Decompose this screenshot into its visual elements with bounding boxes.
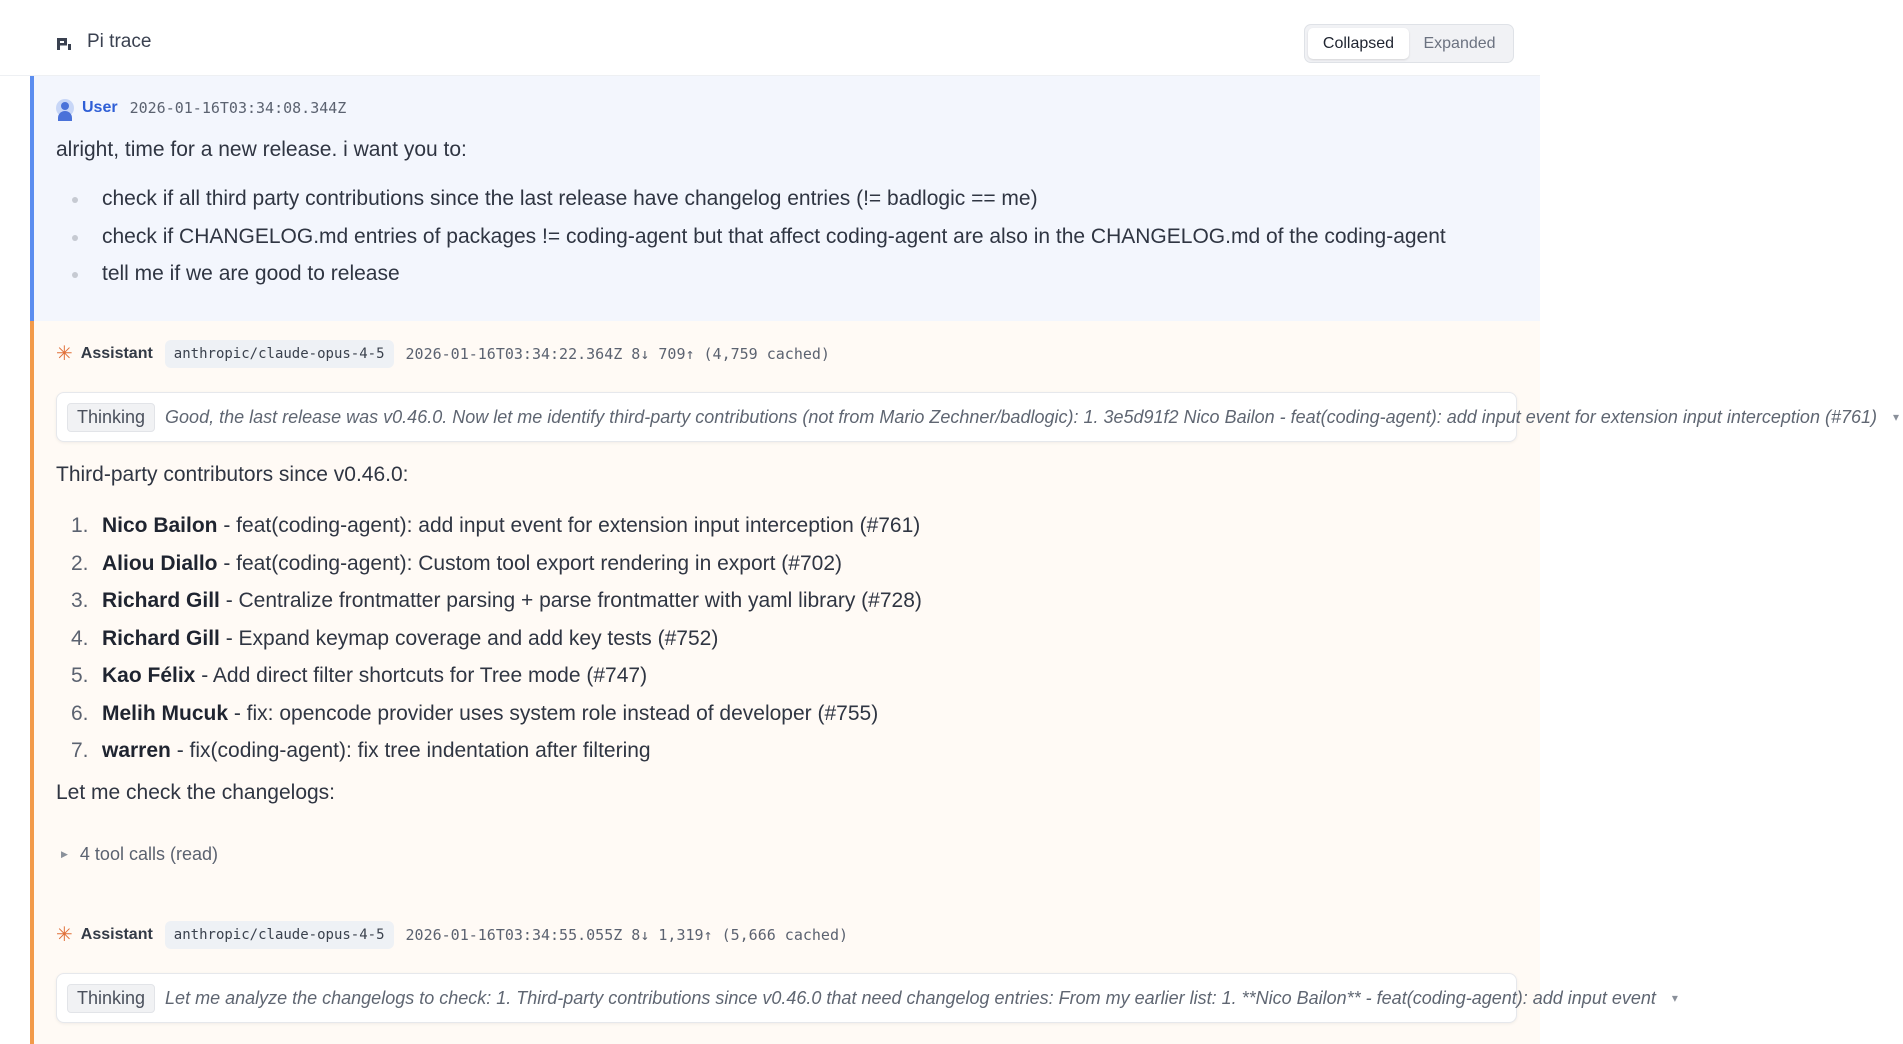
contribution-description: - feat(coding-agent): Custom tool export rendering in export (#702) [217,551,842,575]
timestamp: 2026-01-16T03:34:08.344Z [129,99,347,117]
model-badge: anthropic/claude-opus-4-5 [165,340,394,368]
tool-calls-label: 4 tool calls (read) [79,844,218,864]
message-stats: 2026-01-16T03:34:55.055Z 8↓ 1,319↑ (5,666 cached) [405,926,849,944]
top-bar [0,0,1540,76]
list-item [56,657,922,695]
list-item [56,507,922,545]
list-item: check if all third party contributions since the last release have changelog entries (!= badlogic == me) [56,180,1446,218]
thinking-badge: Thinking [67,403,155,432]
user-avatar-icon [56,99,74,117]
message-stats: 2026-01-16T03:34:22.364Z 8↓ 709↑ (4,759 cached) [405,345,830,363]
chevron-down-icon[interactable]: ▾ [1892,410,1899,424]
response-heading: Third-party contributors since v0.46.0: [56,463,409,486]
list-item [56,582,922,620]
contributor-list [56,507,922,770]
list-number: 5. [71,664,89,687]
list-number: 1. [71,514,89,537]
contributor-name: Aliou Diallo [102,551,218,575]
list-item: tell me if we are good to release [56,255,1446,293]
list-item: check if CHANGELOG.md entries of packages != coding-agent but that affect coding-agent are also in the CHANGELOG.md of the coding-agent [56,218,1446,256]
list-number: 7. [71,739,89,762]
list-number: 3. [71,589,89,612]
thinking-badge: Thinking [67,984,155,1013]
contribution-description: - feat(coding-agent): add input event for extension input interception (#761) [217,514,921,537]
list-number: 4. [71,626,89,650]
contributor-name: Richard Gill [102,589,220,612]
model-badge: anthropic/claude-opus-4-5 [165,921,394,949]
thinking-block[interactable] [56,392,1899,442]
list-item [56,620,922,658]
message-header [56,340,830,368]
contributor-name: Melih Mucuk [102,701,229,725]
contribution-description: - fix: opencode provider uses system role instead of developer (#755) [228,701,879,725]
list-number: 6. [71,701,89,725]
expanded-option[interactable]: Expanded [1423,34,1496,52]
list-item [56,695,922,733]
contribution-description: - fix(coding-agent): fix tree indentation after filtering [170,739,651,762]
contribution-description: - Expand keymap coverage and add key tests (#752) [219,626,719,650]
role-label: Assistant [80,345,153,362]
assistant-messages [30,321,1899,1044]
message-header [56,921,848,949]
thinking-preview: Good, the last release was v0.46.0. Now let me identify third-party contributions (not from Mario Zechner/badlogic): 1. 3e5d91f2 Nico Bailon - feat(coding-agent): add input event for extension input interception (#761) [165,406,1877,427]
tool-calls-toggle[interactable] [61,844,218,865]
response-outro: Let me check the changelogs: [56,781,336,804]
app-title: Pi trace [87,31,152,52]
thinking-preview: Let me analyze the changelogs to check: 1. Third-party contributions since v0.46.0 that need changelog entries: From my earlier list: 1. **Nico Bailon** - feat(coding-agent): add input event [165,987,1656,1008]
pi-logo-icon [56,36,72,52]
list-number: 2. [71,551,89,575]
sparkle-icon: ✳ [56,924,73,946]
contribution-description: - Add direct filter shortcuts for Tree mode (#747) [195,664,648,687]
contributor-name: warren [102,739,171,762]
role-label: Assistant [80,926,153,943]
user-message [30,76,1540,321]
collapsed-option[interactable]: Collapsed [1308,28,1409,59]
contribution-description: - Centralize frontmatter parsing + parse frontmatter with yaml library (#728) [219,589,922,612]
message-intro: alright, time for a new release. i want you to: [56,138,467,161]
list-item [56,545,922,583]
chevron-down-icon[interactable]: ▾ [1671,991,1678,1005]
role-label: User [82,99,118,116]
thinking-block[interactable] [56,973,1678,1023]
view-mode-toggle [1304,24,1514,63]
contributor-name: Richard Gill [102,626,220,650]
list-item [56,732,922,770]
sparkle-icon: ✳ [56,343,73,365]
contributor-name: Nico Bailon [102,514,218,537]
message-header [56,94,346,122]
contributor-name: Kao Félix [102,664,196,687]
disclosure-triangle-icon: ▶ [61,849,68,859]
task-list [56,180,1446,293]
